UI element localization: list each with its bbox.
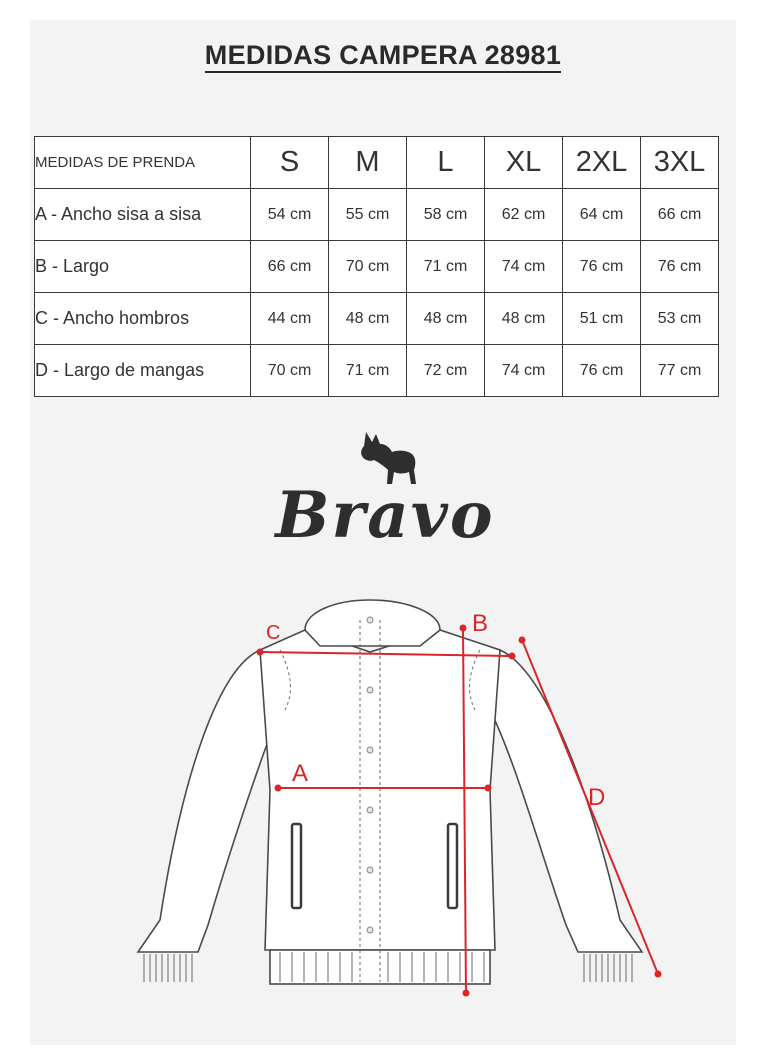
- measure-label-c: C: [266, 622, 281, 644]
- table-cell: 62 cm: [485, 189, 563, 241]
- measure-label-a: A: [292, 760, 309, 787]
- size-table: [34, 136, 719, 397]
- table-cell: 48 cm: [407, 293, 485, 345]
- waistband: [270, 950, 490, 984]
- snap-button: [367, 687, 373, 693]
- snap-button: [367, 747, 373, 753]
- table-cell: 74 cm: [485, 241, 563, 293]
- table-row: [35, 241, 719, 293]
- measure-label-d: D: [588, 784, 606, 811]
- table-cell: 72 cm: [407, 345, 485, 397]
- right-cuff-ribbing: [584, 954, 632, 982]
- table-cell: 66 cm: [251, 241, 329, 293]
- table-cell: 70 cm: [329, 241, 407, 293]
- table-cell: 66 cm: [641, 189, 719, 241]
- snap-button: [367, 867, 373, 873]
- brand-name: Bravo: [275, 478, 495, 553]
- table-row: [35, 189, 719, 241]
- table-cell: 70 cm: [251, 345, 329, 397]
- table-cell: 53 cm: [641, 293, 719, 345]
- row-label: A - Ancho sisa a sisa: [35, 189, 251, 241]
- left-pocket: [292, 824, 301, 908]
- size-header: S: [251, 137, 329, 189]
- table-cell: 77 cm: [641, 345, 719, 397]
- size-header: M: [329, 137, 407, 189]
- table-cell: 48 cm: [329, 293, 407, 345]
- left-sleeve: [138, 650, 280, 952]
- row-label: D - Largo de mangas: [35, 345, 251, 397]
- right-sleeve: [490, 650, 642, 952]
- measure-label-b: B: [472, 610, 489, 637]
- size-header: 3XL: [641, 137, 719, 189]
- table-cell: 51 cm: [563, 293, 641, 345]
- collar: [305, 600, 440, 646]
- table-cell: 76 cm: [563, 241, 641, 293]
- brand-logo: [230, 428, 540, 558]
- table-cell: 71 cm: [329, 345, 407, 397]
- table-cell: 54 cm: [251, 189, 329, 241]
- table-cell: 71 cm: [407, 241, 485, 293]
- table-cell: 76 cm: [563, 345, 641, 397]
- right-pocket: [448, 824, 457, 908]
- table-cell: 58 cm: [407, 189, 485, 241]
- table-cell: 44 cm: [251, 293, 329, 345]
- size-header: 2XL: [563, 137, 641, 189]
- table-cell: 74 cm: [485, 345, 563, 397]
- left-cuff-ribbing: [144, 954, 192, 982]
- table-cell: 48 cm: [485, 293, 563, 345]
- size-header: L: [407, 137, 485, 189]
- table-header-label: MEDIDAS DE PRENDA: [35, 137, 251, 189]
- table-cell: 55 cm: [329, 189, 407, 241]
- table-row: [35, 345, 719, 397]
- snap-button: [367, 927, 373, 933]
- snap-button: [367, 617, 373, 623]
- snap-button: [367, 807, 373, 813]
- page-title: MEDIDAS CAMPERA 28981: [0, 40, 766, 71]
- row-label: B - Largo: [35, 241, 251, 293]
- table-cell: 64 cm: [563, 189, 641, 241]
- row-label: C - Ancho hombros: [35, 293, 251, 345]
- table-row: [35, 293, 719, 345]
- table-header-row: [35, 137, 719, 189]
- table-cell: 76 cm: [641, 241, 719, 293]
- size-header: XL: [485, 137, 563, 189]
